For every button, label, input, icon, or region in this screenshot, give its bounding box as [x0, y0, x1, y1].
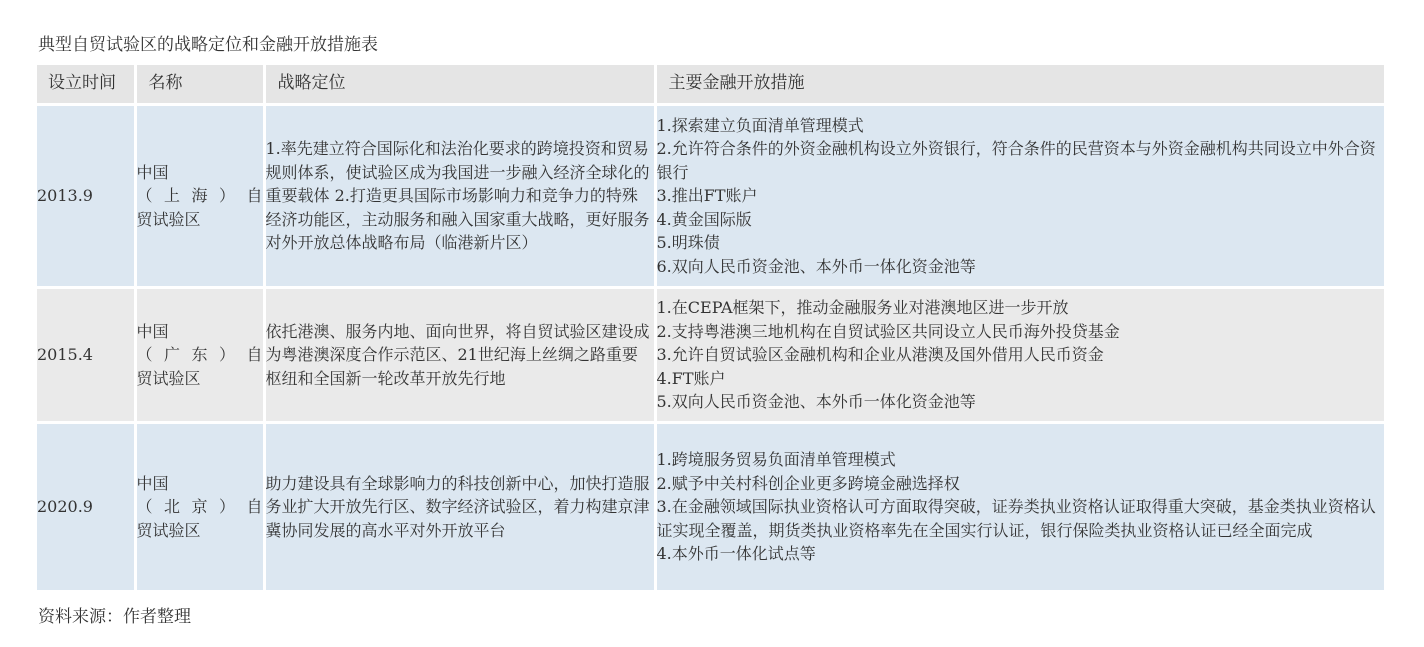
table-row: [37, 423, 1384, 592]
name-char: ）: [218, 345, 235, 365]
name-char: （: [136, 186, 153, 206]
name-line-3: 贸试验区: [136, 520, 201, 540]
measures-list: [657, 448, 1385, 566]
name-char: 自: [246, 497, 263, 517]
table-row: [37, 288, 1384, 423]
positioning-text: 依托港澳、服务内地、面向世界，将自贸试验区建设成为粤港澳深度合作示范区、21世纪海上丝绸之路重要枢纽和全国新一轮改革开放先行地: [265, 321, 650, 388]
table-row: [37, 105, 1384, 288]
measure-item: 2.赋予中关村科创企业更多跨境金融选择权: [656, 473, 960, 493]
measures-list: [657, 296, 1385, 414]
name-char: 自: [246, 345, 263, 365]
name-char: 自: [246, 186, 263, 206]
measure-item: 1.在CEPA框架下，推动金融服务业对港澳地区进一步开放: [656, 298, 1069, 318]
name-char: ）: [218, 497, 235, 517]
measures-cell: [655, 105, 1384, 288]
measure-item: 1.探索建立负面清单管理模式: [656, 115, 864, 135]
measure-item: 3.允许自贸试验区金融机构和企业从港澳及国外借用人民币资金: [656, 345, 1104, 365]
measure-item: 5.双向人民币资金池、本外币一体化资金池等: [656, 392, 976, 412]
name-char: （: [136, 497, 153, 517]
measure-item: 2.支持粤港澳三地机构在自贸试验区共同设立人民币海外投贷基金: [656, 321, 1120, 341]
table-caption: 典型自贸试验区的战略定位和金融开放措施表: [38, 35, 378, 55]
measure-item: 4.FT账户: [656, 368, 726, 388]
column-header-measures: 主要金融开放措施: [655, 65, 1384, 105]
name-line-3: 贸试验区: [136, 209, 201, 229]
measure-item: 2.允许符合条件的外资金融机构设立外资银行，符合条件的民营资本与外资金融机构共同设立中外合资银行: [656, 139, 1376, 182]
name-line-1: 中国: [136, 162, 169, 182]
positioning-cell: [264, 423, 655, 592]
name-char: 京: [191, 497, 208, 517]
measure-item: 6.双向人民币资金池、本外币一体化资金池等: [656, 256, 976, 276]
measures-list: [657, 114, 1385, 279]
positioning-cell: [264, 105, 655, 288]
column-header-positioning: 战略定位: [264, 65, 655, 105]
date-cell: 2013.9: [37, 105, 135, 288]
measure-item: 3.推出FT账户: [656, 186, 758, 206]
free-trade-zone-table: [37, 65, 1384, 593]
name-line-2: [137, 184, 263, 208]
name-cell: [135, 105, 264, 288]
name-line-3: 贸试验区: [136, 368, 201, 388]
measure-item: 4.黄金国际版: [656, 209, 752, 229]
measures-cell: [655, 288, 1384, 423]
measure-item: 1.跨境服务贸易负面清单管理模式: [656, 450, 896, 470]
name-line-2: [137, 495, 263, 519]
name-line-2: [137, 343, 263, 367]
measure-item: 3.在金融领域国际执业资格认可方面取得突破，证券类执业资格认证取得重大突破，基金类执业资格认证实现全覆盖，期货类执业资格率先在全国实行认证，银行保险类执业资格认证已经全面完成: [656, 497, 1376, 540]
source-note: 资料来源：作者整理: [38, 607, 191, 627]
name-char: 广: [163, 345, 180, 365]
positioning-text: 1.率先建立符合国际化和法治化要求的跨境投资和贸易规则体系，使试验区成为我国进一步融入经济全球化的重要载体 2.打造更具国际市场影响力和竞争力的特殊经济功能区，主动服务和融入国家重大战略，更好服务对外开放总体战略布局（临港新片区）: [265, 139, 650, 253]
name-line-1: 中国: [136, 473, 169, 493]
measure-item: 4.本外币一体化试点等: [656, 544, 816, 564]
table-header-row: [37, 65, 1384, 105]
positioning-text: 助力建设具有全球影响力的科技创新中心，加快打造服务业扩大开放先行区、数字经济试验区，着力构建京津冀协同发展的高水平对外开放平台: [265, 473, 650, 540]
column-header-name: 名称: [135, 65, 264, 105]
measures-cell: [655, 423, 1384, 592]
name-char: 上: [163, 186, 180, 206]
name-char: 北: [163, 497, 180, 517]
name-cell: [135, 288, 264, 423]
name-char: ）: [218, 186, 235, 206]
name-char: 海: [191, 186, 208, 206]
column-header-date: 设立时间: [37, 65, 135, 105]
name-char: 东: [191, 345, 208, 365]
date-cell: 2020.9: [37, 423, 135, 592]
positioning-cell: [264, 288, 655, 423]
date-cell: 2015.4: [37, 288, 135, 423]
name-char: （: [136, 345, 153, 365]
name-line-1: 中国: [136, 321, 169, 341]
measure-item: 5.明珠债: [656, 233, 720, 253]
name-cell: [135, 423, 264, 592]
